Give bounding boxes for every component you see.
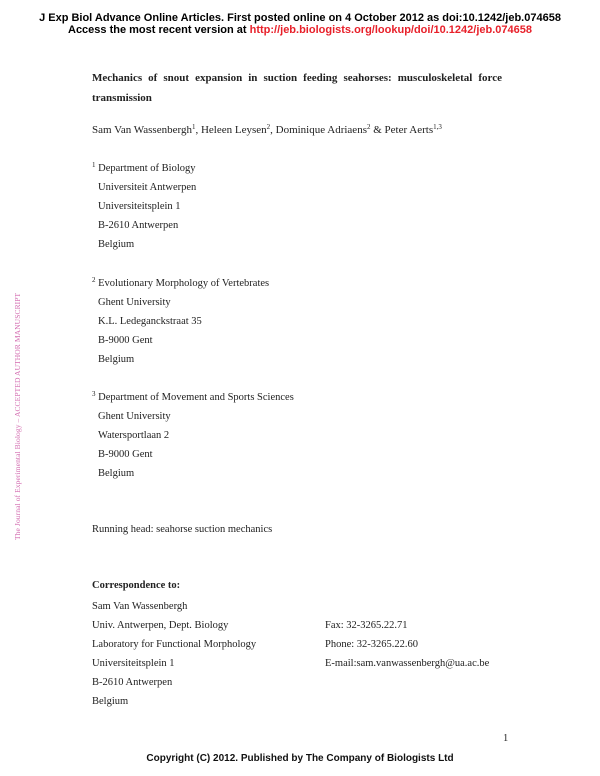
affiliation-number: 3 bbox=[92, 390, 96, 398]
affiliation-line: K.L. Ledeganckstraat 35 bbox=[98, 316, 202, 327]
author-separator: & bbox=[370, 124, 385, 136]
correspondence-address bbox=[92, 597, 256, 711]
affiliation-line: B-9000 Gent bbox=[98, 449, 153, 460]
author-name: Sam Van Wassenbergh bbox=[92, 124, 192, 136]
correspondence-line: Sam Van Wassenbergh bbox=[92, 601, 188, 612]
affiliation-number: 2 bbox=[92, 276, 96, 284]
affiliation-line: Ghent University bbox=[98, 411, 171, 422]
accepted-manuscript-watermark: The Journal of Experimental Biology – ACCEPTED AUTHOR MANUSCRIPT bbox=[13, 292, 22, 540]
page-number: 1 bbox=[503, 733, 509, 744]
author-name: Peter Aerts bbox=[384, 124, 434, 136]
affiliation-line: Belgium bbox=[98, 239, 135, 250]
affiliation-line: Universiteit Antwerpen bbox=[98, 182, 197, 193]
affiliation-line: Belgium bbox=[98, 468, 135, 479]
correspondence-line: Univ. Antwerpen, Dept. Biology bbox=[92, 620, 229, 631]
affiliation-1 bbox=[92, 159, 196, 254]
affiliation-line: B-2610 Antwerpen bbox=[98, 220, 179, 231]
author-name: Dominique Adriaens bbox=[275, 124, 367, 136]
correspondence-line: B-2610 Antwerpen bbox=[92, 677, 173, 688]
author-separator: , bbox=[195, 124, 201, 136]
correspondence-line: Universiteitsplein 1 bbox=[92, 658, 175, 669]
banner-access-text: Access the most recent version at bbox=[68, 24, 247, 36]
correspondence-contact bbox=[325, 616, 489, 673]
correspondence-line: Belgium bbox=[92, 696, 129, 707]
affiliation-line: Department of Movement and Sports Sciences bbox=[98, 392, 294, 403]
affiliation-line: Department of Biology bbox=[98, 163, 196, 174]
paper-title: Mechanics of snout expansion in suction feeding seahorses: musculoskeletal force transmission bbox=[92, 72, 502, 104]
author-affiliation-mark: 2 bbox=[266, 123, 271, 131]
affiliation-line: Universiteitsplein 1 bbox=[98, 201, 181, 212]
author-list bbox=[92, 124, 442, 136]
affiliation-3 bbox=[92, 388, 294, 483]
affiliation-2 bbox=[92, 274, 269, 369]
author-affiliation-mark: 1,3 bbox=[433, 123, 442, 131]
phone-number: Phone: 32-3265.22.60 bbox=[325, 639, 419, 650]
correspondence-line: Laboratory for Functional Morphology bbox=[92, 639, 257, 650]
affiliation-line: B-9000 Gent bbox=[98, 335, 153, 346]
author-affiliation-mark: 2 bbox=[366, 123, 371, 131]
running-head: Running head: seahorse suction mechanics bbox=[92, 524, 273, 535]
correspondence-heading: Correspondence to: bbox=[92, 580, 181, 591]
affiliation-line: Belgium bbox=[98, 354, 135, 365]
doi-link[interactable]: http://jeb.biologists.org/lookup/doi/10.1242/jeb.074658 bbox=[249, 24, 532, 36]
affiliation-line: Evolutionary Morphology of Vertebrates bbox=[98, 278, 270, 289]
affiliation-line: Watersportlaan 2 bbox=[98, 430, 170, 441]
email-address[interactable]: E-mail:sam.vanwassenbergh@ua.ac.be bbox=[325, 658, 490, 669]
author-affiliation-mark: 1 bbox=[191, 123, 196, 131]
copyright-footer: Copyright (C) 2012. Published by The Company of Biologists Ltd bbox=[146, 753, 454, 764]
affiliation-number: 1 bbox=[92, 161, 96, 169]
author-separator: , bbox=[270, 124, 276, 136]
author-name: Heleen Leysen bbox=[200, 124, 267, 136]
journal-banner bbox=[0, 12, 600, 36]
banner-line-2 bbox=[0, 24, 600, 36]
banner-line-1: J Exp Biol Advance Online Articles. First posted online on 4 October 2012 as doi:10.1242/jeb.074658 bbox=[39, 12, 561, 24]
affiliation-line: Ghent University bbox=[98, 297, 171, 308]
fax-number: Fax: 32-3265.22.71 bbox=[325, 620, 408, 631]
